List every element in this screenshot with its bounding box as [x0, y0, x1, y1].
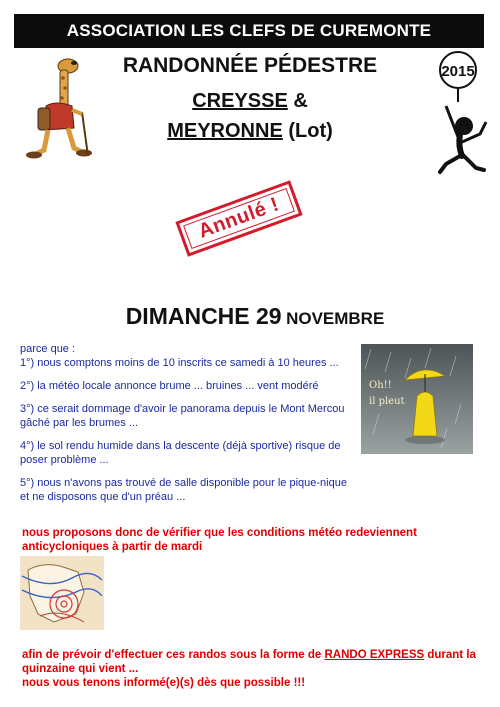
cancelled-stamp-text: Annulé ! [195, 193, 283, 243]
reason-3: 3°) ce serait dommage d'avoir le panorama depuis le Mont Mercou gâché par les brumes ... [20, 403, 345, 429]
association-name: ASSOCIATION LES CLEFS DE CUREMONTE [66, 21, 432, 40]
inform-text: nous vous tenons informé(e)(s) dès que possible !!! [22, 677, 306, 689]
stick-figure-sign-illustration [424, 50, 498, 180]
reason-4: 4°) le sol rendu humide dans la descente (déjà sportive) risque de poser problème ... [20, 440, 341, 466]
plan-text-before: afin de prévoir d'effectuer ces randos sous la forme de [22, 649, 325, 661]
reason-2: 2°) la météo locale annonce brume ... bruines ... vent modéré [20, 380, 319, 392]
proposal-text: nous proposons donc de vérifier que les conditions météo redeviennent anticycloniques à partir de mardi [22, 527, 417, 553]
association-banner [14, 14, 484, 48]
event-date [90, 303, 420, 330]
date-month: NOVEMBRE [286, 309, 385, 328]
event-location-2 [100, 120, 400, 143]
event-location-1 [100, 90, 400, 113]
rando-express-link: RANDO EXPRESS [324, 649, 425, 661]
date-day: DIMANCHE 29 [125, 303, 282, 329]
weather-map-illustration [20, 556, 104, 630]
cancelled-stamp [175, 180, 302, 256]
reason-1: 1°) nous comptons moins de 10 inscrits ce samedi à 10 heures ... [20, 357, 339, 369]
plan-text [22, 648, 484, 690]
year-sign-text: 2015 [441, 63, 475, 80]
place-meyronne: MEYRONNE [167, 120, 283, 142]
reasons-list [20, 342, 350, 504]
giraffe-hiker-illustration [16, 52, 96, 162]
reason-5: 5°) nous n'avons pas trouvé de salle disponible pour le pique-nique et ne disposons que d'un préau ... [20, 477, 347, 503]
place-meyronne-suffix: (Lot) [282, 120, 333, 142]
rain-text-line1: Oh!! [369, 380, 392, 391]
place-creysse: CREYSSE [192, 90, 288, 112]
reasons-intro: parce que : [20, 343, 76, 355]
plan-text-after: durant la quinzaine qui vient ... [22, 649, 476, 675]
rain-umbrella-illustration [361, 344, 473, 454]
event-title: RANDONNÉE PÉDESTRE [122, 54, 378, 77]
ampersand: & [287, 90, 308, 112]
rain-text-line2: il pleut [369, 396, 405, 407]
